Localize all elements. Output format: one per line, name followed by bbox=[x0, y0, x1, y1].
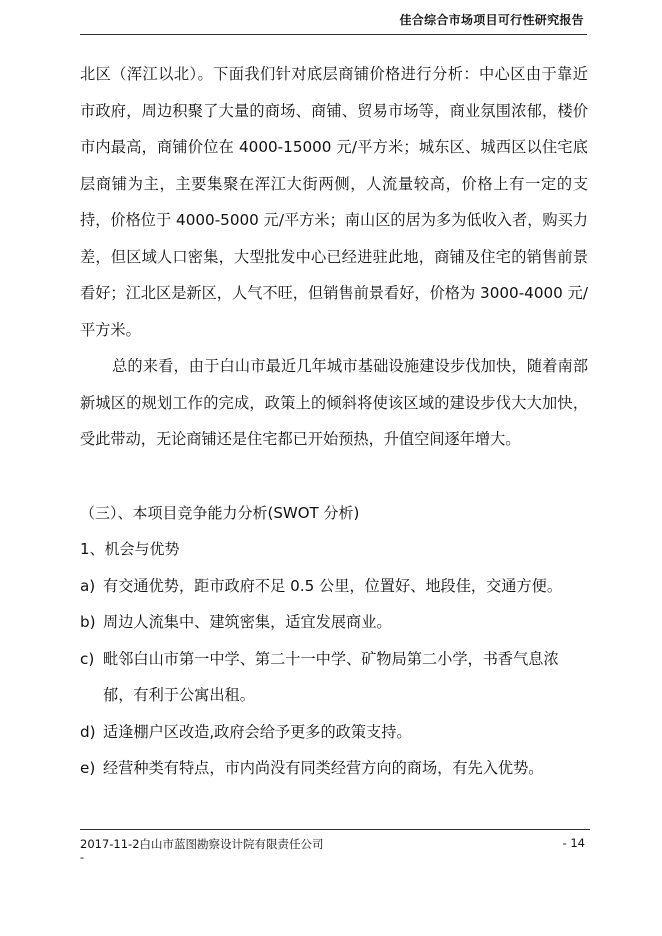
page-content bbox=[80, 56, 588, 787]
list-item bbox=[80, 641, 588, 714]
subheading-opportunities: 1、机会与优势 bbox=[80, 540, 180, 558]
footer-divider bbox=[80, 829, 590, 830]
list-item-marker: b) bbox=[80, 613, 96, 631]
list-item-text: 周边人流集中、建筑密集，适宜发展商业。 bbox=[103, 613, 392, 631]
document-header-title: 佳合综合市场项目可行性研究报告 bbox=[399, 13, 584, 27]
list-item bbox=[80, 568, 588, 605]
paragraph-price-analysis: 北区（浑江以北）。下面我们针对底层商铺价格进行分析：中心区由于靠近市政府，周边积聚了大量的商场、商铺、贸易市场等，商业氛围浓郁，楼价市内最高，商铺价位在 4000-15000 元/平方米；城东区、城西区以住宅底层商铺为主，主要集聚在浑江大街两侧，人流量较高，价格上有一定的支持，价格位于 4000-5000 元/平方米；南山区的居为多为低收入者，购买力差，但区域人口密集，大型批发中心已经进驻此地，商铺及住宅的销售前景看好；江北区是新区，人气不旺，但销售前景看好，价格为 3000-4000 元/平方米。 bbox=[80, 65, 588, 339]
footer-company: 2017-11-2白山市蓝图勘察设计院有限责任公司 bbox=[80, 837, 324, 851]
list-item-text: 经营种类有特点，市内尚没有同类经营方向的商场，有先入优势。 bbox=[103, 759, 544, 777]
page-number: - 14 bbox=[562, 836, 585, 850]
list-item bbox=[80, 750, 588, 787]
list-item-text: 有交通优势，距市政府不足 0.5 公里，位置好、地段佳，交通方便。 bbox=[103, 576, 563, 595]
list-item-text: 毗邻白山市第一中学、第二十一中学、矿物局第二小学，书香气息浓郁，有利于公寓出租。 bbox=[103, 649, 559, 704]
section-heading-swot: （三）、本项目竞争能力分析(SWOT 分析) bbox=[80, 503, 360, 522]
footer-dash: - bbox=[80, 850, 85, 864]
header-divider bbox=[80, 34, 587, 35]
paragraph-spacer bbox=[80, 458, 588, 495]
list-item-marker: c) bbox=[80, 649, 95, 668]
paragraph-summary: 总的来看，由于白山市最近几年城市基础设施建设步伐加快，随着南部新城区的规划工作的完成，政策上的倾斜将使该区域的建设步伐大大加快，受此带动，无论商铺还是住宅都已开始预热，升值空间逐年增大。 bbox=[80, 357, 588, 448]
list-item bbox=[80, 714, 588, 751]
list-item-marker: d) bbox=[80, 722, 96, 741]
list-item bbox=[80, 604, 588, 641]
list-item-text: 适逢棚户区改造,政府会给予更多的政策支持。 bbox=[103, 722, 412, 741]
list-item-marker: e) bbox=[80, 759, 96, 777]
list-item-marker: a) bbox=[80, 576, 96, 595]
